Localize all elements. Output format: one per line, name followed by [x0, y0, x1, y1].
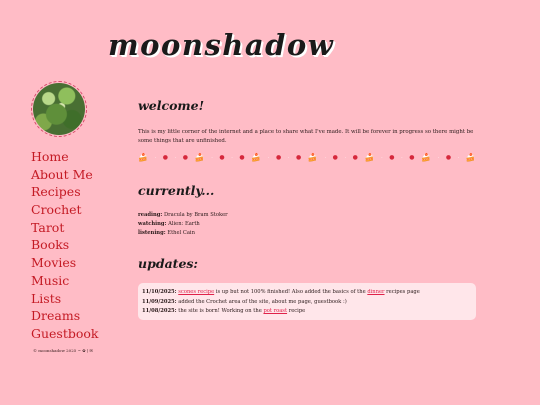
nav-tarot-link[interactable]: Tarot [31, 219, 65, 235]
nav-books-link[interactable]: Books [31, 237, 70, 253]
update-text: recipe [287, 308, 306, 314]
currently-value: Alien: Earth [168, 221, 200, 227]
copyright-text: © moonshadow 2025 ~ ✿ | ✉ [33, 348, 93, 353]
nav-recipes-link[interactable]: Recipes [31, 184, 81, 200]
currently-label: listening: [138, 230, 166, 236]
nav-movies-link[interactable]: Movies [31, 255, 77, 271]
scones-recipe-link[interactable]: scones recipe [178, 289, 215, 295]
currently-label: reading: [138, 212, 163, 218]
strawberry-icon: ● [162, 154, 168, 161]
sparkle-icon: · [401, 154, 403, 161]
sparkle-icon: · [211, 154, 213, 161]
cake-icon: 🍰 [251, 153, 262, 162]
cake-icon: 🍰 [194, 153, 205, 162]
strawberry-icon: ● [389, 154, 395, 161]
strawberry-icon: ● [219, 154, 225, 161]
sparkle-icon: · [154, 154, 157, 161]
nav-music-link[interactable]: Music [31, 272, 70, 288]
update-date: 11/10/2025: [142, 289, 177, 295]
list-item [138, 220, 228, 229]
sidebar-nav [31, 146, 99, 341]
sparkle-icon: · [381, 154, 383, 161]
nav-crochet-link[interactable]: Crochet [31, 202, 82, 218]
update-entry [142, 298, 472, 308]
avatar-image [33, 83, 85, 135]
update-text: recipes page [384, 289, 420, 295]
cake-icon: 🍰 [364, 153, 375, 162]
sparkle-icon: · [231, 154, 233, 161]
list-item [138, 211, 228, 220]
update-text: the site is born! Working on the [176, 308, 264, 314]
sparkle-icon: · [324, 154, 327, 161]
update-text: added the Crochet area of the site, about me page, guestbook :) [176, 298, 347, 305]
pot-roast-link[interactable]: pot roast [263, 308, 288, 314]
update-date: 11/09/2025: [142, 298, 177, 305]
strawberry-icon: ● [239, 154, 245, 161]
list-item [138, 229, 228, 238]
dinner-link[interactable]: dinner [367, 289, 385, 295]
sparkle-icon: · [437, 154, 440, 161]
sparkle-icon: · [174, 154, 177, 161]
cake-icon: 🍰 [138, 153, 148, 162]
sparkle-icon: · [287, 154, 290, 161]
nav-lists-link[interactable]: Lists [31, 290, 62, 306]
nav-dreams-link[interactable]: Dreams [31, 308, 81, 324]
strawberry-icon: ● [445, 154, 452, 161]
welcome-text: This is my little corner of the internet and a place to share what I've made. It will be forever in progress so there might be some things that are unfinished. [138, 129, 474, 144]
update-entry [142, 288, 472, 298]
strawberry-icon: ● [352, 154, 358, 161]
cake-icon: 🍰 [465, 153, 476, 162]
update-text: is up but not 100% finished! Also added the basics of the [214, 289, 368, 295]
avatar [31, 81, 87, 137]
nav-guestbook-link[interactable]: Guestbook [31, 325, 99, 341]
strawberry-icon: ● [332, 154, 338, 161]
cake-icon: 🍰 [421, 153, 432, 162]
updates-heading: updates: [138, 256, 199, 271]
strawberry-icon: ● [276, 154, 282, 161]
welcome-heading: welcome! [138, 98, 205, 113]
currently-label: watching: [138, 221, 167, 227]
updates-box [138, 283, 476, 320]
sparkle-icon: · [344, 154, 347, 161]
nav-home-link[interactable]: Home [31, 149, 69, 164]
update-entry [142, 307, 472, 317]
update-date: 11/08/2025: [142, 308, 177, 314]
sparkle-icon: · [457, 154, 460, 161]
nav-about-me-link[interactable]: About Me [31, 166, 93, 182]
currently-value: Dracula by Bram Stoker [163, 212, 228, 218]
currently-heading: currently... [138, 183, 215, 198]
currently-list [138, 211, 228, 238]
strawberry-icon: ● [296, 154, 302, 161]
strawberry-icon: ● [409, 154, 415, 161]
sparkle-icon: · [267, 154, 270, 161]
strawberry-icon: ● [182, 154, 189, 161]
cake-divider [138, 151, 476, 165]
cake-icon: 🍰 [307, 153, 318, 162]
currently-value: Ethel Cain [167, 230, 195, 236]
site-title: moonshadow [108, 28, 335, 62]
